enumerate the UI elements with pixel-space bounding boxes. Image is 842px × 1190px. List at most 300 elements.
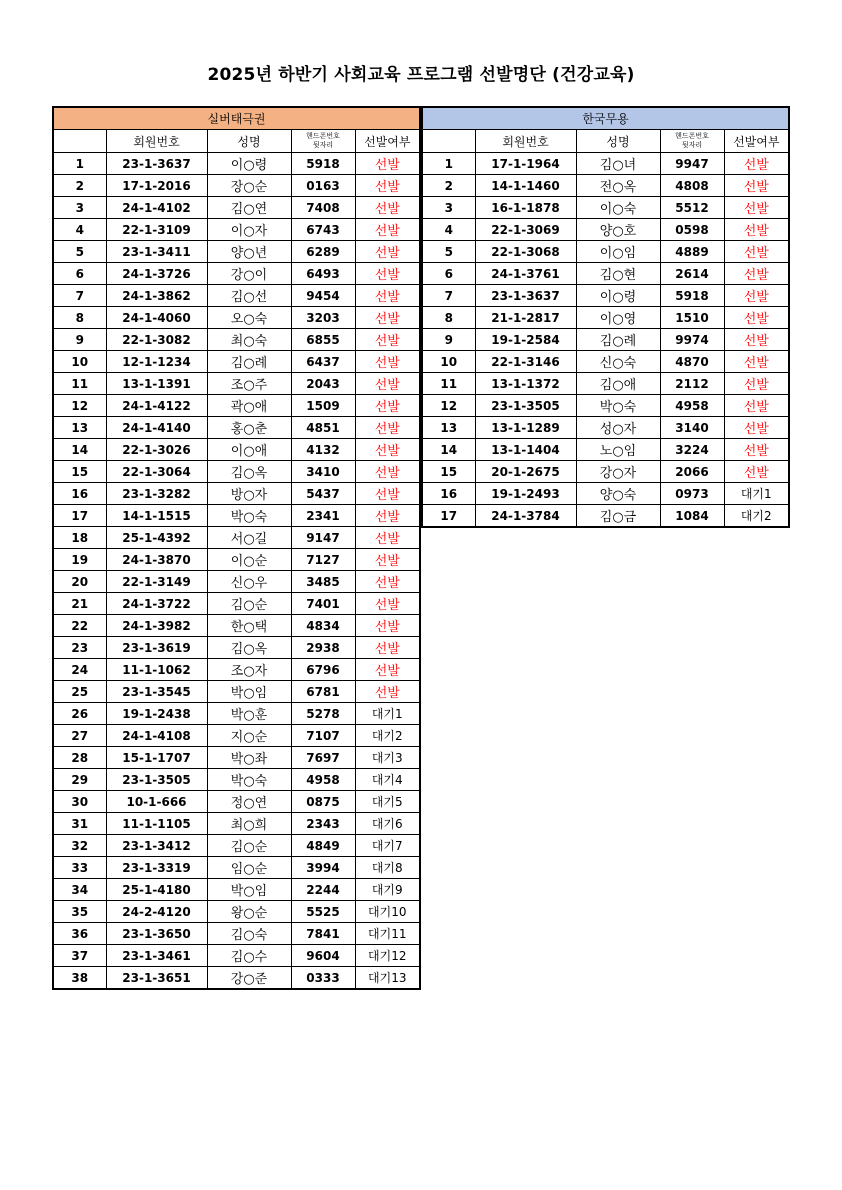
selection-status: 선발	[355, 373, 420, 395]
table-row	[422, 153, 789, 175]
row-index: 17	[53, 505, 106, 527]
phone-last4: 9454	[291, 285, 355, 307]
row-index: 6	[53, 263, 106, 285]
selection-status: 선발	[724, 395, 789, 417]
category-header: 실버태극권	[53, 107, 420, 130]
member-name: 강○자	[576, 461, 660, 483]
member-no: 14-1-1515	[106, 505, 207, 527]
table-row	[53, 593, 420, 615]
phone-last4: 4958	[660, 395, 724, 417]
row-index: 2	[53, 175, 106, 197]
phone-last4: 2614	[660, 263, 724, 285]
phone-last4: 4132	[291, 439, 355, 461]
member-no: 23-1-3505	[106, 769, 207, 791]
table-row	[422, 461, 789, 483]
row-index: 16	[53, 483, 106, 505]
phone-last4: 6493	[291, 263, 355, 285]
member-no: 16-1-1878	[475, 197, 576, 219]
member-name: 김○옥	[207, 637, 291, 659]
row-index: 4	[422, 219, 475, 241]
member-no: 24-1-3726	[106, 263, 207, 285]
member-name: 이○임	[576, 241, 660, 263]
member-no: 23-1-3651	[106, 967, 207, 990]
table-row	[53, 725, 420, 747]
table-row	[422, 417, 789, 439]
table-row	[53, 967, 420, 990]
row-index: 29	[53, 769, 106, 791]
member-no: 22-1-3149	[106, 571, 207, 593]
row-index: 6	[422, 263, 475, 285]
phone-last4: 5512	[660, 197, 724, 219]
member-name: 이○순	[207, 549, 291, 571]
phone-last4: 6781	[291, 681, 355, 703]
selection-status: 대기12	[355, 945, 420, 967]
selection-status: 선발	[724, 263, 789, 285]
table-row	[53, 879, 420, 901]
phone-last4: 1084	[660, 505, 724, 528]
row-index: 10	[53, 351, 106, 373]
member-no: 23-1-3461	[106, 945, 207, 967]
table-row	[53, 769, 420, 791]
member-name: 전○옥	[576, 175, 660, 197]
row-index: 31	[53, 813, 106, 835]
phone-last4: 6437	[291, 351, 355, 373]
member-no: 25-1-4392	[106, 527, 207, 549]
selection-status: 선발	[724, 153, 789, 175]
row-index: 1	[422, 153, 475, 175]
selection-status: 선발	[355, 153, 420, 175]
member-name: 김○숙	[207, 923, 291, 945]
table-row	[53, 615, 420, 637]
table-row	[422, 307, 789, 329]
phone-last4: 4889	[660, 241, 724, 263]
row-index: 2	[422, 175, 475, 197]
member-no: 20-1-2675	[475, 461, 576, 483]
table-row	[53, 791, 420, 813]
member-name: 김○옥	[207, 461, 291, 483]
member-name: 강○이	[207, 263, 291, 285]
member-name: 지○순	[207, 725, 291, 747]
row-index: 33	[53, 857, 106, 879]
selection-status: 대기2	[355, 725, 420, 747]
member-no: 21-1-2817	[475, 307, 576, 329]
member-name: 노○임	[576, 439, 660, 461]
member-name: 정○연	[207, 791, 291, 813]
row-index: 7	[422, 285, 475, 307]
table-row	[422, 219, 789, 241]
selection-status: 선발	[724, 351, 789, 373]
table-row	[53, 461, 420, 483]
member-no: 22-1-3064	[106, 461, 207, 483]
member-no: 24-1-3862	[106, 285, 207, 307]
row-index: 37	[53, 945, 106, 967]
member-no-header: 회원번호	[106, 130, 207, 153]
table-row	[53, 175, 420, 197]
selection-status: 선발	[355, 549, 420, 571]
selection-status: 선발	[355, 461, 420, 483]
phone-last4: 4851	[291, 417, 355, 439]
status-header: 선발여부	[724, 130, 789, 153]
member-no: 23-1-3411	[106, 241, 207, 263]
selection-status: 선발	[355, 593, 420, 615]
table-row	[53, 373, 420, 395]
member-no: 23-1-3319	[106, 857, 207, 879]
row-index: 11	[422, 373, 475, 395]
member-no: 25-1-4180	[106, 879, 207, 901]
phone-last4: 2066	[660, 461, 724, 483]
phone-last4: 9604	[291, 945, 355, 967]
row-index: 13	[422, 417, 475, 439]
member-name: 서○길	[207, 527, 291, 549]
table-row	[53, 571, 420, 593]
member-name: 김○수	[207, 945, 291, 967]
phone-last4: 7107	[291, 725, 355, 747]
phone-last4: 3203	[291, 307, 355, 329]
member-name: 이○숙	[576, 197, 660, 219]
row-index: 5	[53, 241, 106, 263]
phone-last4: 0875	[291, 791, 355, 813]
row-index: 8	[53, 307, 106, 329]
row-index: 10	[422, 351, 475, 373]
selection-status: 선발	[355, 527, 420, 549]
table-row	[53, 219, 420, 241]
table-row	[53, 439, 420, 461]
phone-last4: 5918	[291, 153, 355, 175]
selection-status: 대기1	[355, 703, 420, 725]
table-row	[422, 483, 789, 505]
member-name: 박○좌	[207, 747, 291, 769]
row-index: 15	[53, 461, 106, 483]
member-name: 양○년	[207, 241, 291, 263]
member-name: 성○자	[576, 417, 660, 439]
row-index: 11	[53, 373, 106, 395]
table-row	[53, 351, 420, 373]
phone-last4: 7127	[291, 549, 355, 571]
row-index: 21	[53, 593, 106, 615]
selection-status: 선발	[355, 197, 420, 219]
row-index: 4	[53, 219, 106, 241]
phone-last4: 4834	[291, 615, 355, 637]
selection-status: 선발	[355, 417, 420, 439]
member-no: 11-1-1062	[106, 659, 207, 681]
phone-last4: 4958	[291, 769, 355, 791]
member-name: 김○례	[576, 329, 660, 351]
row-index: 13	[53, 417, 106, 439]
member-name: 곽○애	[207, 395, 291, 417]
member-no: 17-1-2016	[106, 175, 207, 197]
selection-status: 대기1	[724, 483, 789, 505]
table-row	[53, 857, 420, 879]
selection-status: 대기13	[355, 967, 420, 990]
selection-status: 대기10	[355, 901, 420, 923]
member-name: 방○자	[207, 483, 291, 505]
member-name: 김○애	[576, 373, 660, 395]
selection-status: 선발	[355, 219, 420, 241]
member-no: 19-1-2584	[475, 329, 576, 351]
table-row	[53, 747, 420, 769]
selection-status: 선발	[724, 197, 789, 219]
table-row	[53, 703, 420, 725]
member-no: 24-1-4060	[106, 307, 207, 329]
phone-last4: 2112	[660, 373, 724, 395]
member-no: 14-1-1460	[475, 175, 576, 197]
table-row	[53, 527, 420, 549]
phone-last4: 6796	[291, 659, 355, 681]
phone-last4: 5918	[660, 285, 724, 307]
selection-status: 선발	[355, 637, 420, 659]
phone-last4: 1509	[291, 395, 355, 417]
member-name: 박○훈	[207, 703, 291, 725]
row-index: 27	[53, 725, 106, 747]
member-name: 한○택	[207, 615, 291, 637]
phone-header: 핸드폰번호 뒷자리	[291, 130, 355, 153]
right-rows	[422, 153, 789, 528]
member-no: 24-1-4122	[106, 395, 207, 417]
selection-status: 대기2	[724, 505, 789, 528]
selection-status: 선발	[355, 681, 420, 703]
selection-status: 선발	[355, 439, 420, 461]
table-row	[422, 241, 789, 263]
table-row	[53, 395, 420, 417]
row-index: 38	[53, 967, 106, 990]
member-name: 이○애	[207, 439, 291, 461]
member-no: 22-1-3109	[106, 219, 207, 241]
member-no: 24-1-3784	[475, 505, 576, 528]
member-name: 김○현	[576, 263, 660, 285]
row-index: 14	[53, 439, 106, 461]
member-name: 김○녀	[576, 153, 660, 175]
member-name: 양○숙	[576, 483, 660, 505]
selection-status: 대기3	[355, 747, 420, 769]
member-no: 22-1-3082	[106, 329, 207, 351]
row-index: 9	[53, 329, 106, 351]
phone-last4: 6289	[291, 241, 355, 263]
selection-status: 선발	[355, 659, 420, 681]
phone-last4: 3224	[660, 439, 724, 461]
row-index: 5	[422, 241, 475, 263]
row-index: 12	[53, 395, 106, 417]
row-index: 32	[53, 835, 106, 857]
member-name: 김○례	[207, 351, 291, 373]
phone-last4: 5278	[291, 703, 355, 725]
member-no: 13-1-1372	[475, 373, 576, 395]
member-no: 23-1-3412	[106, 835, 207, 857]
member-name: 왕○순	[207, 901, 291, 923]
member-no: 23-1-3282	[106, 483, 207, 505]
selection-status: 선발	[355, 615, 420, 637]
table-row	[422, 351, 789, 373]
table-row	[422, 439, 789, 461]
phone-last4: 6855	[291, 329, 355, 351]
selection-status: 선발	[355, 285, 420, 307]
name-header: 성명	[207, 130, 291, 153]
selection-status: 선발	[724, 439, 789, 461]
selection-status: 대기5	[355, 791, 420, 813]
phone-last4: 0163	[291, 175, 355, 197]
row-index: 8	[422, 307, 475, 329]
selection-status: 선발	[724, 307, 789, 329]
member-name: 박○숙	[207, 769, 291, 791]
phone-last4: 2043	[291, 373, 355, 395]
table-row	[53, 923, 420, 945]
selection-status: 선발	[355, 395, 420, 417]
table-row	[53, 637, 420, 659]
phone-last4: 4870	[660, 351, 724, 373]
selection-status: 선발	[355, 307, 420, 329]
selection-status: 대기4	[355, 769, 420, 791]
status-header: 선발여부	[355, 130, 420, 153]
table-row	[53, 417, 420, 439]
phone-last4: 7841	[291, 923, 355, 945]
selection-status: 선발	[355, 329, 420, 351]
silver-taiji-table	[52, 106, 421, 990]
row-index: 23	[53, 637, 106, 659]
phone-last4: 4808	[660, 175, 724, 197]
table-row	[53, 813, 420, 835]
member-no: 23-1-3637	[106, 153, 207, 175]
member-no: 22-1-3069	[475, 219, 576, 241]
phone-last4: 3994	[291, 857, 355, 879]
table-row	[422, 197, 789, 219]
phone-last4: 2343	[291, 813, 355, 835]
phone-last4: 9974	[660, 329, 724, 351]
index-header	[422, 130, 475, 153]
member-name: 장○순	[207, 175, 291, 197]
table-row	[53, 197, 420, 219]
member-no: 19-1-2493	[475, 483, 576, 505]
member-no: 24-1-4102	[106, 197, 207, 219]
member-name: 김○선	[207, 285, 291, 307]
table-row	[53, 505, 420, 527]
selection-status: 대기8	[355, 857, 420, 879]
member-no: 22-1-3068	[475, 241, 576, 263]
row-index: 30	[53, 791, 106, 813]
member-no: 11-1-1105	[106, 813, 207, 835]
table-row	[422, 285, 789, 307]
phone-last4: 1510	[660, 307, 724, 329]
member-name: 양○호	[576, 219, 660, 241]
member-name: 박○임	[207, 681, 291, 703]
table-row	[53, 241, 420, 263]
phone-last4: 9947	[660, 153, 724, 175]
phone-last4: 2938	[291, 637, 355, 659]
row-index: 7	[53, 285, 106, 307]
phone-last4: 7697	[291, 747, 355, 769]
member-no: 17-1-1964	[475, 153, 576, 175]
selection-status: 대기9	[355, 879, 420, 901]
table-row	[53, 945, 420, 967]
left-rows	[53, 153, 420, 990]
member-no: 24-1-3982	[106, 615, 207, 637]
member-name: 신○우	[207, 571, 291, 593]
phone-last4: 3410	[291, 461, 355, 483]
selection-status: 선발	[724, 373, 789, 395]
table-row	[53, 659, 420, 681]
selection-status: 선발	[724, 329, 789, 351]
phone-last4: 0973	[660, 483, 724, 505]
row-index: 3	[53, 197, 106, 219]
phone-last4: 2341	[291, 505, 355, 527]
selection-status: 선발	[355, 263, 420, 285]
row-index: 17	[422, 505, 475, 528]
name-header: 성명	[576, 130, 660, 153]
member-no: 12-1-1234	[106, 351, 207, 373]
member-name: 조○자	[207, 659, 291, 681]
member-no: 13-1-1391	[106, 373, 207, 395]
selection-status: 선발	[724, 175, 789, 197]
category-header: 한국무용	[422, 107, 789, 130]
phone-header: 핸드폰번호 뒷자리	[660, 130, 724, 153]
table-row	[422, 395, 789, 417]
member-name: 이○령	[576, 285, 660, 307]
row-index: 18	[53, 527, 106, 549]
selection-status: 선발	[355, 505, 420, 527]
index-header	[53, 130, 106, 153]
member-no: 13-1-1289	[475, 417, 576, 439]
phone-last4: 9147	[291, 527, 355, 549]
member-name: 오○숙	[207, 307, 291, 329]
selection-status: 선발	[355, 241, 420, 263]
selection-status: 선발	[724, 241, 789, 263]
selection-status: 대기11	[355, 923, 420, 945]
table-row	[53, 285, 420, 307]
selection-status: 선발	[355, 483, 420, 505]
table-row	[53, 153, 420, 175]
selection-status: 선발	[724, 219, 789, 241]
row-index: 26	[53, 703, 106, 725]
member-name: 김○연	[207, 197, 291, 219]
member-name: 조○주	[207, 373, 291, 395]
member-no: 23-1-3637	[475, 285, 576, 307]
selection-status: 대기6	[355, 813, 420, 835]
row-index: 22	[53, 615, 106, 637]
row-index: 34	[53, 879, 106, 901]
table-row	[53, 681, 420, 703]
phone-last4: 5437	[291, 483, 355, 505]
table-row	[53, 901, 420, 923]
phone-last4: 3140	[660, 417, 724, 439]
selection-status: 선발	[724, 461, 789, 483]
member-no: 24-2-4120	[106, 901, 207, 923]
row-index: 35	[53, 901, 106, 923]
member-name: 김○순	[207, 835, 291, 857]
row-index: 20	[53, 571, 106, 593]
table-row	[422, 505, 789, 528]
row-index: 12	[422, 395, 475, 417]
table-row	[422, 263, 789, 285]
phone-last4: 4849	[291, 835, 355, 857]
row-index: 14	[422, 439, 475, 461]
selection-status: 선발	[724, 285, 789, 307]
selection-status: 선발	[724, 417, 789, 439]
member-name: 이○령	[207, 153, 291, 175]
member-name: 김○금	[576, 505, 660, 528]
table-row	[53, 835, 420, 857]
table-row	[422, 373, 789, 395]
phone-last4: 0333	[291, 967, 355, 990]
member-no: 23-1-3650	[106, 923, 207, 945]
member-no: 15-1-1707	[106, 747, 207, 769]
table-row	[422, 329, 789, 351]
member-name: 이○영	[576, 307, 660, 329]
member-name: 임○순	[207, 857, 291, 879]
member-name: 박○임	[207, 879, 291, 901]
member-name: 신○숙	[576, 351, 660, 373]
member-name: 홍○춘	[207, 417, 291, 439]
row-index: 19	[53, 549, 106, 571]
member-no: 24-1-4108	[106, 725, 207, 747]
member-no: 24-1-3722	[106, 593, 207, 615]
